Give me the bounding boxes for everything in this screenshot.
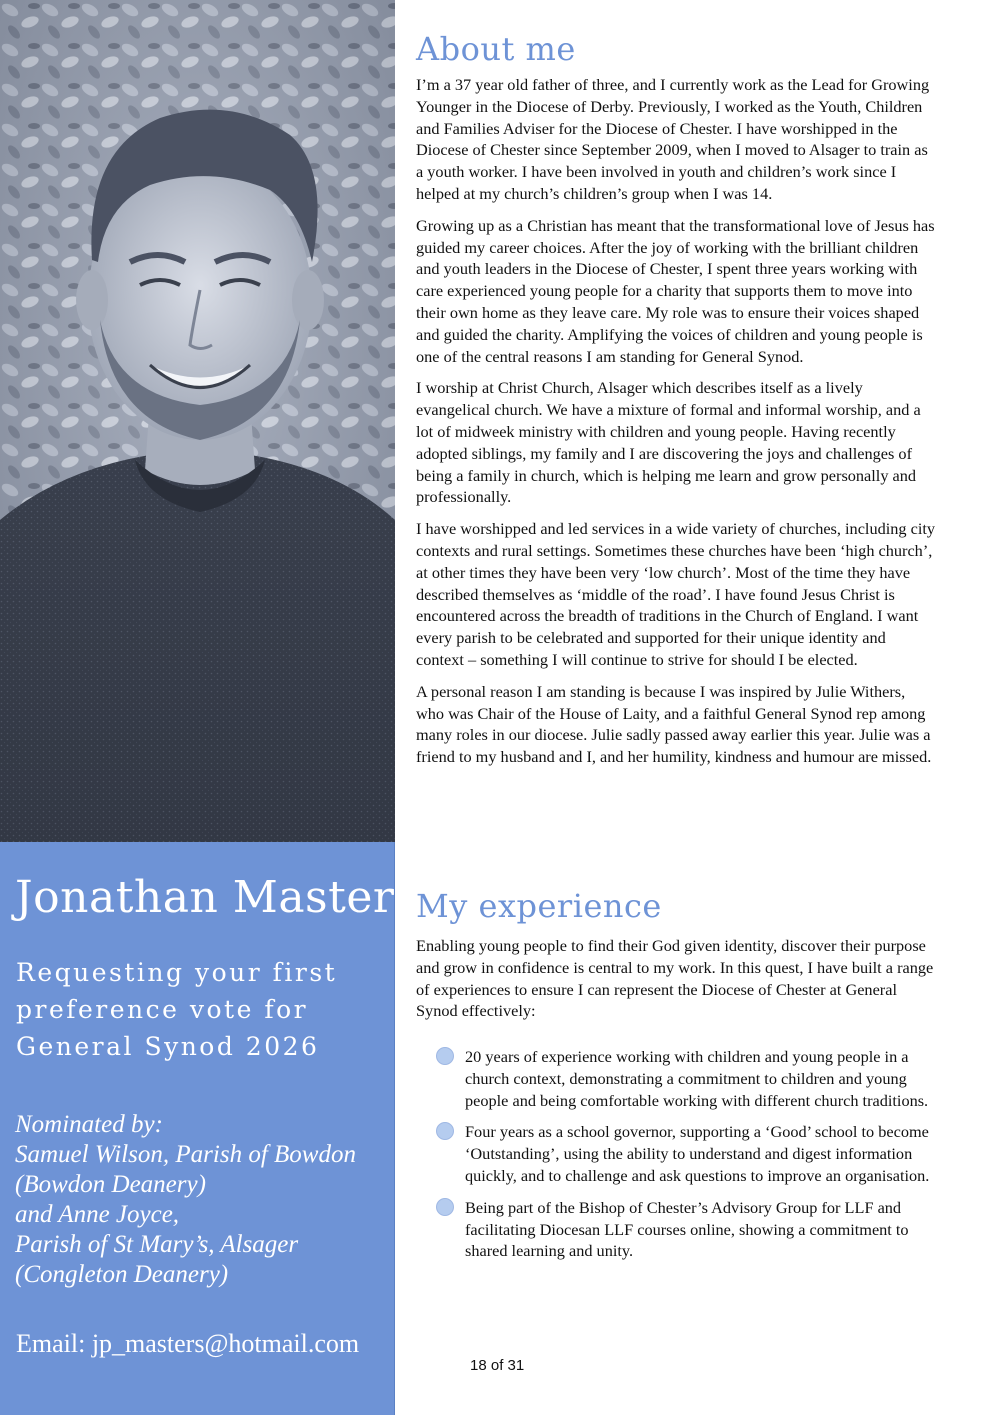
bullet-circle-icon xyxy=(436,1198,454,1216)
about-paragraph: I have worshipped and led services in a wide variety of churches, including city contexts and rural settings. Sometimes these churches have been ‘high church’, at other times they have been very ‘low church’. Most of the time they have described themselves as ‘middle of the road’. I have found Jesus Christ is encountered across the breadth of traditions in the Church of England. I want every parish to be celebrated and supported for their unique identity and context – something I will continue to strive for should I be elected. xyxy=(416,519,936,669)
nominator-line: Parish of St Mary’s, Alsager xyxy=(15,1231,299,1258)
about-paragraph: I worship at Christ Church, Alsager which describes itself as a lively evangelical church. We have a mixture of formal and informal worship, and a lot of midweek ministry with children and young people. Having recently adopted siblings, my family and I are discovering the joys and challenges of being a family in church, which is helping me learn and grow personally and professionally. xyxy=(416,378,921,507)
about-paragraph: A personal reason I am standing is because I was inspired by Julie Withers, who was Chair of the House of Laity, and a faithful General Synod rep among many roles in our diocese. Julie sadly passed away earlier this year. Julie was a friend to my husband and I, and her humility, kindness and humour are missed. xyxy=(416,681,932,767)
about-paragraph: Growing up as a Christian has meant that the transformational love of Jesus has guided my career choices. After the joy of working with the brilliant children and youth leaders in the Diocese of Chester, I spent three years working with care experienced young people for a charity that supports them to move into their own home as they leave care. My role was to ensure their voices shaped and guided the charity. Amplifying the voices of children and young people is one of the central reasons I am standing for General Synod. xyxy=(416,215,935,366)
experience-item-text: Four years as a school governor, supporting a ‘Good’ school to become ‘Outstanding’, using the ability to understand and digest information quickly, and to challenge and ask questions to improve an organisation. xyxy=(465,1122,930,1185)
nominator-line: (Congleton Deanery) xyxy=(15,1261,229,1288)
list-item xyxy=(436,1046,931,1111)
nominator-line: and Anne Joyce, xyxy=(15,1201,180,1228)
nominator-line: (Bowdon Deanery) xyxy=(15,1171,206,1198)
page-number: 18 of 31 xyxy=(470,1357,525,1374)
experience-intro: Enabling young people to find their God given identity, discover their purpose and grow in confidence is central to my work. In this quest, I have built a range of experiences to ensure I can represent the Diocese of Chester at General Synod effectively: xyxy=(416,936,934,1021)
list-item xyxy=(436,1121,931,1186)
about-heading: About me xyxy=(416,30,576,68)
contact-email: Email: jp_masters@hotmail.com xyxy=(16,1329,360,1358)
experience-item-text: 20 years of experience working with children and young people in a church context, demonstrating a commitment to children and young people and being comfortable working with different church traditions. xyxy=(465,1047,929,1110)
experience-heading-wrap xyxy=(416,887,936,931)
candidate-info-panel xyxy=(0,842,418,1415)
experience-list xyxy=(436,1046,931,1272)
experience-item-text: Being part of the Bishop of Chester’s Advisory Group for LLF and facilitating Diocesan LLF courses online, showing a commitment to shared learning and unity. xyxy=(465,1197,909,1261)
experience-intro-wrap xyxy=(416,935,936,1022)
about-paragraph: I’m a 37 year old father of three, and I currently work as the Lead for Growing Younger in the Diocese of Derby. Previously, I worked as the Youth, Children and Families Adviser for the Diocese of Chester. I have worshipped in the Diocese of Chester since September 2009, when I moved to Alsager to train as a youth worker. I have been involved in youth and children’s work since I helped at my church’s children’s group when I was 14. xyxy=(416,75,930,203)
experience-heading: My experience xyxy=(416,887,662,925)
nominator-line: Samuel Wilson, Parish of Bowdon xyxy=(15,1141,356,1168)
candidate-tagline: Requesting your first preference vote for General Synod 2026 xyxy=(16,958,338,1061)
bullet-circle-icon xyxy=(436,1047,454,1065)
nominator-line: Nominated by: xyxy=(15,1111,163,1138)
about-section xyxy=(416,30,936,778)
nominators xyxy=(15,1110,390,1290)
candidate-name: Jonathan Masters xyxy=(15,872,418,923)
bullet-circle-icon xyxy=(436,1122,454,1140)
list-item xyxy=(436,1197,931,1262)
candidate-photo xyxy=(0,0,395,842)
